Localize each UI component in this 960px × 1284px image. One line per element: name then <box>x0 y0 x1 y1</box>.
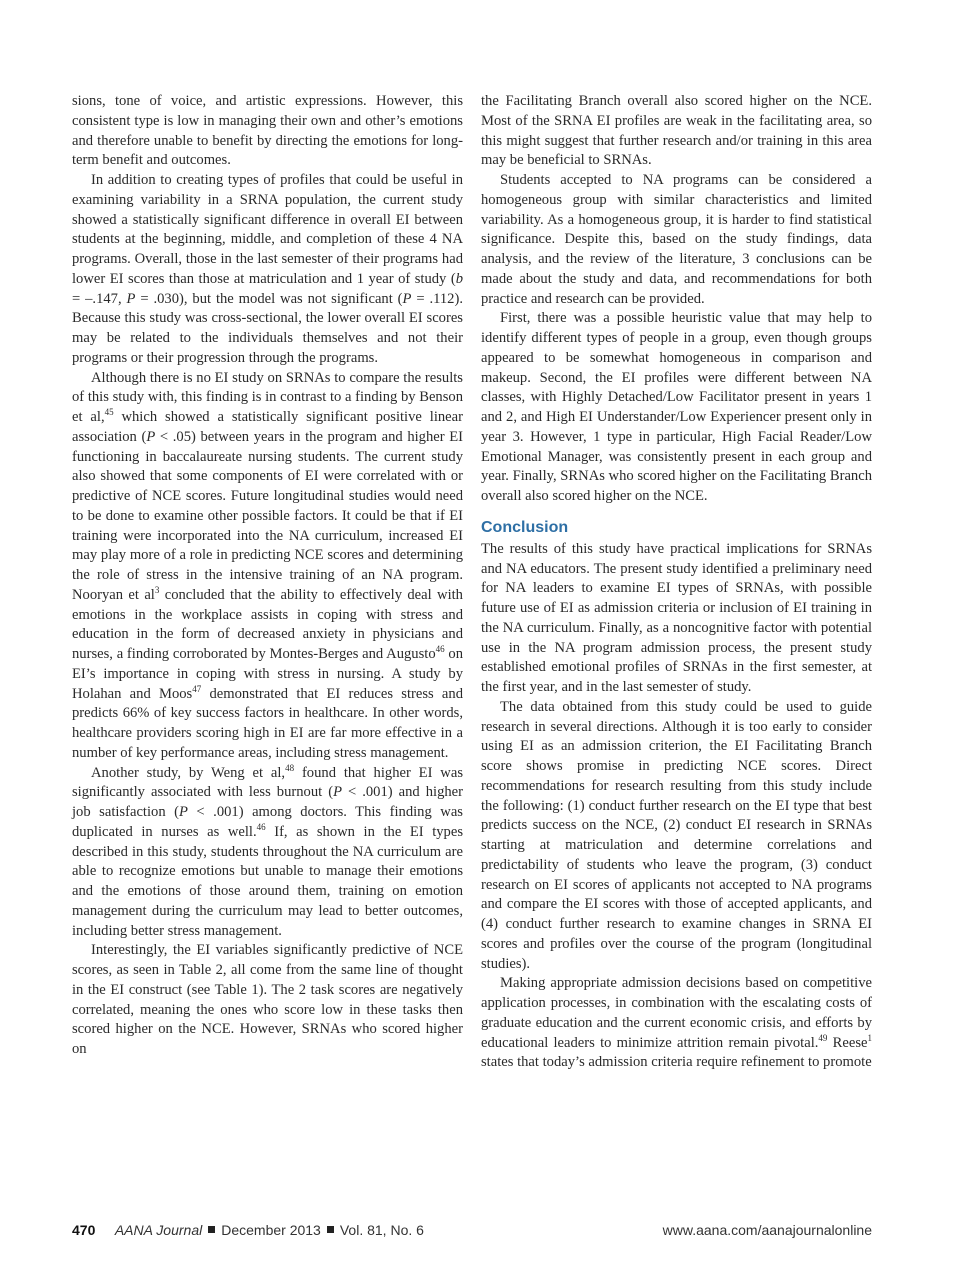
right-column <box>481 92 872 1073</box>
left-paragraph-3: Although there is no EI study on SRNAs to compare the results of this study with, this finding is in contrast to a finding by Benson et al,$^{45}$ which showed a statistically significant positive linear association (P < .05) between years in the program and higher EI functioning in baccalaureate nursing students. The current study also showed that some components of EI were correlated with or predictive of NCE scores. Future longitudinal studies would need to be done to examine other possible factors. It could be that if EI training were incorporated into the NA curriculum, increased EI may play more of a role in predicting NCE scores and determining the role of stress in the intensive training of an NA program. Nooryan et $al^3$ concluded that the ability to effectively deal with emotions in the workplace assists in coping with stress and education in the form of decreased anxiety in physicians and nurses, a finding corroborated by Montes-Berges and Augusto$^{46}$ on EI’s importance in coping with stress in nursing. A study by Holahan and Moos$^{47}$ demonstrated that EI reduces stress and predicts 66% of key success factors in healthcare. In other words, healthcare providers scoring high in EI are far more effective in a number of key performance areas, including stress management. <box>72 369 463 761</box>
citation-47: 47 <box>192 683 202 694</box>
citation-49: 49 <box>818 1032 828 1043</box>
issue-date: December 2013 <box>221 1222 321 1238</box>
citation-1: 1 <box>867 1032 872 1043</box>
left-column <box>72 92 463 1060</box>
left-paragraph-5: Interestingly, the EI variables significantly predictive of NCE scores, as seen in Table 2, all come from the same line of thought in the EI construct (see Table 1). The 2 task scores are negatively correlated, meaning the ones who score low in these tasks then scored higher on the NCE. However, SRNAs who scored higher on <box>72 942 463 1057</box>
journal-name: AANA Journal <box>114 1222 203 1238</box>
separator-square-icon <box>327 1226 334 1233</box>
volume-info: Vol. 81, No. 6 <box>339 1222 424 1238</box>
page-number: 470 <box>72 1222 96 1238</box>
citation-46-b: 46 <box>256 821 266 832</box>
left-paragraph-4: Another study, by Weng et al,$^{48}$ found that higher EI was significantly associated with less burnout (P < .001) and higher job satisfaction (P < .001) among doctors. This finding was duplicated in nurses as well.$^{46}$ If, as shown in the EI types described in this study, students throughout the NA curriculum are able to recognize emotions but unable to manage their emotions and the emotions of those around them, training on emotion management during the curriculum may lead to better outcomes, including better stress management. <box>72 762 464 939</box>
left-paragraph-2: In addition to creating types of profiles that could be useful in examining variability in a SRNA population, the current study showed a statistically significant difference in overall EI between students at the beginning, middle, and completion of these 4 NA programs. Overall, those in the last semester of their programs had lower EI scores than those at matriculation and 1 year of study (b = –.147, P = .030), but the model was not significant (P = .112). Because this study was cross-sectional, the lower overall EI scores may be related to the individuals themselves and not their programs or their progression through the programs. <box>72 172 463 366</box>
journal-website: www.aana.com/aanajournalonline <box>662 1222 872 1238</box>
citation-45: 45 <box>104 407 114 417</box>
right-paragraph-6: Making appropriate admission decisions based on competitive application processes, in combination with the escalating costs of graduate education and the current economic crisis, and efforts by educational leaders to minimize attrition remain pivotal.$^{49}$ Reese$^1$ states that today’s admission criteria require refinement to promote <box>481 975 872 1071</box>
right-paragraph-5: The data obtained from this study could be used to guide research in several directions. Although it is too early to consider using EI as an admission criterion, the EI Facilitating Branch score shows promise in predicting NCE scores. Direct recommendations for research resulting from this study include the following: (1) conduct further research on the EI type that best predicts success on the NCE, (2) conduct EI research in SRNAs starting at matriculation and determine correlations and predictability of students who leave the program, (3) conduct research on EI scores of applicants not accepted to NA programs and compare the EI scores with those of accepted applicants, and (4) conduct further research to examine changes in SRNA EI scores and profiles over the course of the program (longitudinal studies). <box>481 698 872 972</box>
right-paragraph-2: Students accepted to NA programs can be considered a homogeneous group with similar characteristics and limited variability. As a homogeneous group, it is harder to find statistical significance. Despite this, based on the study findings, data analysis, and the review of the literature, 3 conclusions can be made about the study and data, and recommendations for both practice and research can be provided. <box>481 172 872 307</box>
right-paragraph-1: the Facilitating Branch overall also scored higher on the NCE. Most of the SRNA EI profiles are weak in the facilitating area, so this might suggest that further research and/or training in this area may be beneficial to SRNAs. <box>481 93 872 169</box>
page-footer <box>72 1222 872 1244</box>
conclusion-heading: Conclusion <box>481 518 569 536</box>
left-paragraph-1: sions, tone of voice, and artistic expressions. However, this consistent type is low in managing their own and other’s emotions and therefore unable to benefit by directing the emotions for long-term benefit and outcomes. <box>72 93 463 169</box>
right-paragraph-4: The results of this study have practical implications for SRNAs and NA educators. The present study identified a preliminary need for NA leaders to examine EI types of SRNAs, with possible future use of EI as admission criteria or inclusion of EI training in the NA curriculum. Finally, as a noncognitive factor with potential use in the NA program admission process, the present study established emotional profiles of SRNAs in the first semester, at the first year, and in the last semester of study. <box>481 540 872 695</box>
citation-46: 46 <box>435 644 445 654</box>
right-paragraph-3: First, there was a possible heuristic value that may help to identify different types of people in a group, even though groups appeared to be somewhat homogeneous in comparison and makeup. Second, the EI profiles were different between NA classes, with Highly Detached/Low Facilitator present in years 1 and 2, and High EI Understander/Low Experiencer present only in year 3. However, 1 type in particular, High Facial Reader/Low Emotional Manager, was consistently present in each group and year. Finally, SRNAs who scored higher on the Facilitating Branch overall also scored higher on the NCE. <box>481 310 872 504</box>
citation-48: 48 <box>285 762 295 773</box>
citation-3: 3 <box>154 584 160 595</box>
separator-square-icon <box>208 1226 215 1233</box>
